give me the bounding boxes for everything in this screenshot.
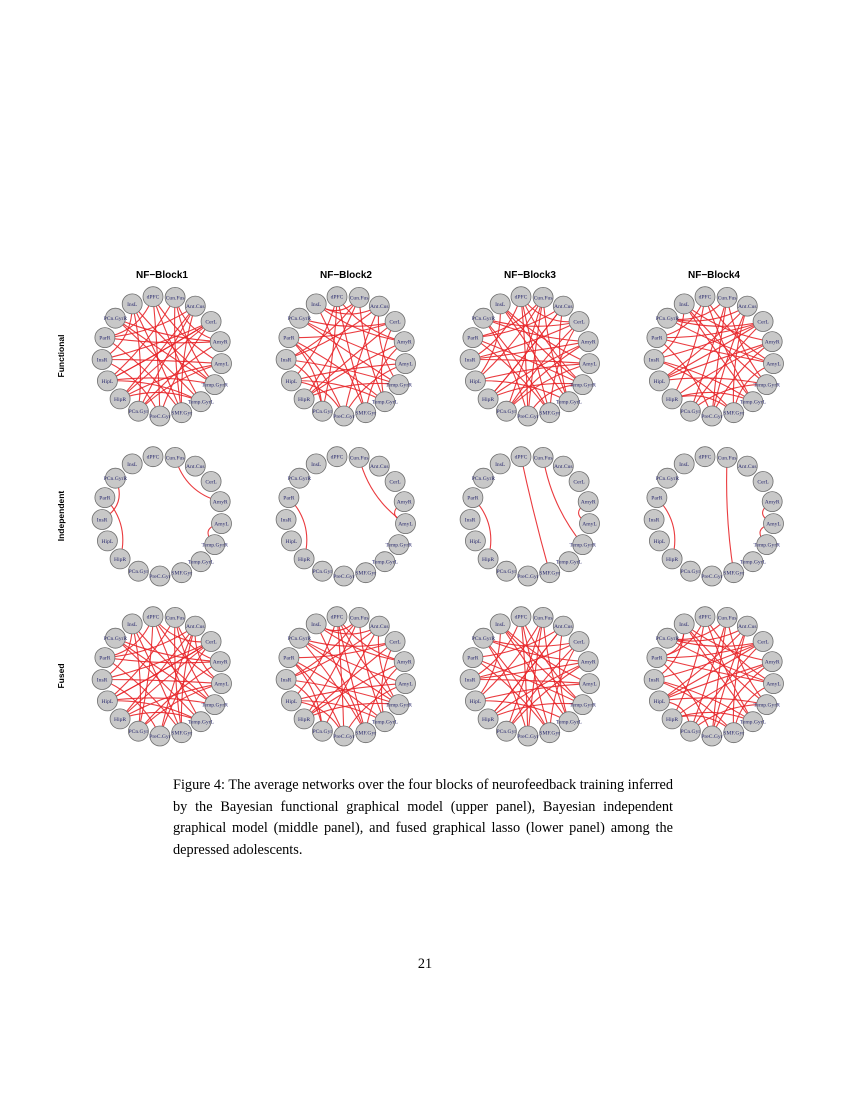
network-node-label: dPFC [698,294,712,301]
network-node-label: Temp.GyrR [201,382,228,389]
network-node-label: ParR [467,495,479,502]
network-node-label: SMF.Gyr [171,410,193,417]
network-node-label: PCn.GyrR [655,316,680,323]
column-title-block4: NF−Block4 [688,270,740,281]
network-node-label: CerL [573,479,585,486]
network-node-label: InsL [127,621,138,628]
network-node-label: SMF.Gyr [355,730,377,737]
network-node-label: PreC.Gyr [517,574,539,580]
network-node-label: HipL [101,698,114,705]
network-node-label: Temp.GyrR [201,542,228,549]
network-node-label: AmyR [580,339,596,346]
network-node-label: ParR [651,495,663,502]
network-node-label: PCn.GyrR [287,316,312,323]
network-panel-independent-block3 [460,447,599,586]
network-node-label: Temp.GyrR [385,702,412,709]
network-node-label: dPFC [698,614,712,621]
network-node-label: PCn.Gyr [128,729,149,736]
network-node-label: HipL [653,538,666,545]
network-node-label: Temp.GyrR [753,382,780,389]
network-node-label: Cun.Fus [349,615,369,622]
network-panel-functional-block4 [644,287,783,426]
row-label-functional: Functional [56,334,66,378]
network-node-label: Temp.GyrR [385,542,412,549]
network-node-label: Ant.Cus [554,304,573,311]
network-node-label: dPFC [698,454,712,461]
network-node-label: SMF.Gyr [539,570,561,577]
network-node-label: ParR [283,495,295,502]
network-node-label: ParR [99,495,111,502]
network-node-label: InsL [495,461,506,468]
network-node-label: PreC.Gyr [149,574,171,580]
network-node-label: Cun.Fus [165,295,185,302]
network-node-label: HipR [114,716,127,723]
network-node-label: Cun.Fus [717,615,737,622]
network-node-label: Ant.Cus [370,464,389,471]
network-node-label: InsR [280,677,292,684]
network-node-label: PCn.GyrR [103,476,128,483]
network-node-label: PCn.GyrR [471,316,496,323]
network-node-label: dPFC [330,614,344,621]
network-node-label: CerL [757,639,769,646]
network-panel-independent-block2 [276,447,415,586]
network-node-label: Ant.Cus [186,464,205,471]
network-node-label: HipL [285,378,298,385]
network-node-label: PreC.Gyr [517,414,539,420]
column-title-block3: NF−Block3 [504,270,556,281]
network-node-label: SMF.Gyr [723,410,745,417]
network-node-label: HipL [101,378,114,385]
network-node-label: Temp.GyrL [555,559,582,566]
network-node-label: PCn.Gyr [128,409,149,416]
network-node-label: PCn.GyrR [655,636,680,643]
network-node-label: PreC.Gyr [701,574,723,580]
network-node-label: Temp.GyrL [555,399,582,406]
network-node-label: PCn.GyrR [103,636,128,643]
network-node-label: InsR [96,517,108,524]
network-node-label: InsL [311,461,322,468]
network-node-label: Ant.Cus [186,304,205,311]
network-node-label: AmyL [582,521,597,528]
network-node-label: AmyR [580,499,596,506]
network-node-label: Temp.GyrL [371,719,398,726]
network-node-label: Ant.Cus [554,624,573,631]
network-node-label: PCn.Gyr [312,729,333,736]
network-node-label: ParR [283,335,295,342]
network-node-label: InsL [679,461,690,468]
network-node-label: Temp.GyrL [739,719,766,726]
network-node-label: InsR [464,357,476,364]
network-node-label: InsR [464,517,476,524]
network-node-label: Ant.Cus [186,624,205,631]
network-node-label: PCn.Gyr [680,729,701,736]
network-node-label: HipR [298,556,311,563]
network-node-label: dPFC [146,454,160,461]
network-node-label: Temp.GyrR [201,702,228,709]
network-node-label: Temp.GyrL [371,559,398,566]
network-node-label: Temp.GyrL [187,399,214,406]
row-label-independent: Independent [56,490,66,542]
network-node-label: InsR [648,517,660,524]
network-panel-fused-block3 [460,607,599,746]
network-node-label: AmyR [212,499,228,506]
network-edge [299,318,395,326]
network-node-label: Cun.Fus [533,295,553,302]
network-node-label: Temp.GyrR [753,702,780,709]
network-node-label: HipL [469,698,482,705]
network-edge [521,457,550,573]
network-node-label: dPFC [146,614,160,621]
network-node-label: InsR [464,677,476,684]
network-node-label: Cun.Fus [533,615,553,622]
network-edge [559,626,568,722]
network-node-label: PCn.GyrR [103,316,128,323]
network-node-label: HipL [469,378,482,385]
network-node-label: SMF.Gyr [539,410,561,417]
network-node-label: Temp.GyrL [739,559,766,566]
network-node-label: PreC.Gyr [333,734,355,740]
network-panel-functional-block3 [460,287,599,426]
network-node-label: InsL [311,621,322,628]
network-node-label: HipL [101,538,114,545]
network-node-label: SMF.Gyr [171,730,193,737]
network-node-label: Ant.Cus [738,464,757,471]
network-node-label: ParR [283,655,295,662]
network-node-label: dPFC [330,294,344,301]
network-figure [40,260,820,780]
network-node-label: AmyR [212,339,228,346]
network-node-label: HipL [653,378,666,385]
network-node-label: Cun.Fus [717,295,737,302]
network-node-label: HipR [298,716,311,723]
network-node-label: PCn.Gyr [496,409,517,416]
network-node-label: CerL [573,319,585,326]
network-node-label: Temp.GyrL [739,399,766,406]
network-node-label: Cun.Fus [349,455,369,462]
network-node-label: PCn.Gyr [496,729,517,736]
network-node-label: Temp.GyrL [187,719,214,726]
network-node-label: CerL [389,319,401,326]
network-panel-fused-block4 [644,607,783,746]
network-node-label: Temp.GyrL [555,719,582,726]
network-node-label: Temp.GyrR [569,702,596,709]
network-node-label: Cun.Fus [533,455,553,462]
network-node-label: InsL [495,301,506,308]
column-title-block2: NF−Block2 [320,270,372,281]
network-node-label: PCn.Gyr [680,409,701,416]
network-node-label: ParR [467,335,479,342]
column-title-block1: NF−Block1 [136,270,188,281]
network-node-label: PCn.GyrR [655,476,680,483]
network-node-label: CerL [389,479,401,486]
network-node-label: ParR [99,655,111,662]
network-node-label: CerL [205,319,217,326]
network-node-label: HipL [469,538,482,545]
network-node-label: HipL [285,698,298,705]
network-edge [483,638,579,646]
network-node-label: HipR [482,556,495,563]
network-panels [92,287,783,746]
network-node-label: Ant.Cus [370,304,389,311]
network-node-label: PreC.Gyr [701,414,723,420]
network-node-label: AmyL [398,681,413,688]
network-node-label: PreC.Gyr [149,414,171,420]
network-node-label: HipL [285,538,298,545]
page-number: 21 [417,956,433,972]
network-node-label: HipR [482,396,495,403]
network-node-label: CerL [757,319,769,326]
network-node-label: Temp.GyrR [569,542,596,549]
network-node-label: HipL [653,698,666,705]
network-node-label: dPFC [514,454,528,461]
network-node-label: PCn.Gyr [312,569,333,576]
network-node-label: AmyL [214,681,229,688]
network-node-label: InsL [127,301,138,308]
network-node-label: InsR [96,357,108,364]
network-node-label: Ant.Cus [738,624,757,631]
network-node-label: Cun.Fus [349,295,369,302]
network-panel-independent-block1 [92,447,231,586]
network-node-label: AmyR [396,659,412,666]
network-node-label: PCn.Gyr [312,409,333,416]
network-node-label: HipR [666,396,679,403]
network-node-label: Temp.GyrL [371,399,398,406]
network-node-label: InsR [648,677,660,684]
network-node-label: AmyL [398,361,413,368]
network-node-label: dPFC [146,294,160,301]
network-node-label: HipR [114,396,127,403]
network-node-label: PCn.GyrR [287,636,312,643]
network-node-label: PCn.GyrR [471,636,496,643]
network-node-label: AmyR [396,499,412,506]
network-node-label: ParR [651,335,663,342]
network-node-label: PCn.Gyr [680,569,701,576]
network-node-label: Cun.Fus [717,455,737,462]
network-node-label: AmyL [582,361,597,368]
network-panel-fused-block1 [92,607,231,746]
row-label-fused: Fused [56,663,66,689]
network-node-label: InsR [96,677,108,684]
network-node-label: Ant.Cus [738,304,757,311]
network-node-label: dPFC [514,294,528,301]
network-node-label: CerL [205,479,217,486]
network-node-label: HipR [482,716,495,723]
network-node-label: Ant.Cus [370,624,389,631]
network-node-label: AmyR [764,339,780,346]
network-node-label: SMF.Gyr [539,730,561,737]
network-node-label: PCn.GyrR [287,476,312,483]
network-node-label: AmyL [214,361,229,368]
network-node-label: Temp.GyrL [187,559,214,566]
network-node-label: dPFC [514,614,528,621]
network-node-label: AmyL [398,521,413,528]
network-node-label: HipR [114,556,127,563]
network-node-label: SMF.Gyr [723,570,745,577]
network-node-label: PCn.Gyr [496,569,517,576]
network-node-label: PreC.Gyr [517,734,539,740]
network-node-label: Ant.Cus [554,464,573,471]
figure-caption: Figure 4: The average networks over the four blocks of neurofeedback training inferred by the Bayesian functional graphical model (upper panel), Bayesian independent graphical model (middle panel), and fused graphical lasso (lower panel) among the depressed adolescents. [173,777,673,858]
network-node-label: HipR [666,716,679,723]
network-node-label: SMF.Gyr [355,410,377,417]
network-node-label: AmyL [214,521,229,528]
network-node-label: SMF.Gyr [723,730,745,737]
network-node-label: PreC.Gyr [149,734,171,740]
network-node-label: dPFC [330,454,344,461]
network-node-label: InsR [280,517,292,524]
network-node-label: InsL [679,621,690,628]
network-node-label: CerL [573,639,585,646]
network-node-label: AmyR [764,659,780,666]
network-edge [727,457,734,572]
network-node-label: PreC.Gyr [701,734,723,740]
network-node-label: Cun.Fus [165,455,185,462]
network-node-label: Temp.GyrR [753,542,780,549]
network-node-label: InsR [280,357,292,364]
network-node-label: PCn.GyrR [471,476,496,483]
network-node-label: HipR [298,396,311,403]
network-node-label: Cun.Fus [165,615,185,622]
network-node-label: AmyR [580,659,596,666]
network-panel-independent-block4 [644,447,783,586]
network-node-label: AmyL [766,681,781,688]
network-node-label: Temp.GyrR [569,382,596,389]
network-node-label: CerL [389,639,401,646]
network-node-label: PCn.Gyr [128,569,149,576]
network-node-label: InsL [311,301,322,308]
network-node-label: AmyL [766,521,781,528]
network-node-label: AmyL [582,681,597,688]
network-node-label: InsL [495,621,506,628]
network-node-label: Temp.GyrR [385,382,412,389]
network-node-label: ParR [99,335,111,342]
network-node-label: AmyR [212,659,228,666]
network-node-label: AmyR [396,339,412,346]
network-node-label: PreC.Gyr [333,414,355,420]
network-node-label: InsR [648,357,660,364]
network-panel-functional-block2 [276,287,415,426]
network-node-label: ParR [467,655,479,662]
network-node-label: InsL [127,461,138,468]
network-node-label: AmyR [764,499,780,506]
network-node-label: CerL [757,479,769,486]
network-node-label: InsL [679,301,690,308]
network-node-label: PreC.Gyr [333,574,355,580]
network-node-label: ParR [651,655,663,662]
network-node-label: SMF.Gyr [171,570,193,577]
network-node-label: CerL [205,639,217,646]
network-edge [299,638,395,646]
network-node-label: SMF.Gyr [355,570,377,577]
network-node-label: AmyL [766,361,781,368]
network-node-label: HipR [666,556,679,563]
network-panel-functional-block1 [92,287,231,426]
network-figure-svg [40,260,820,780]
network-panel-fused-block2 [276,607,415,746]
